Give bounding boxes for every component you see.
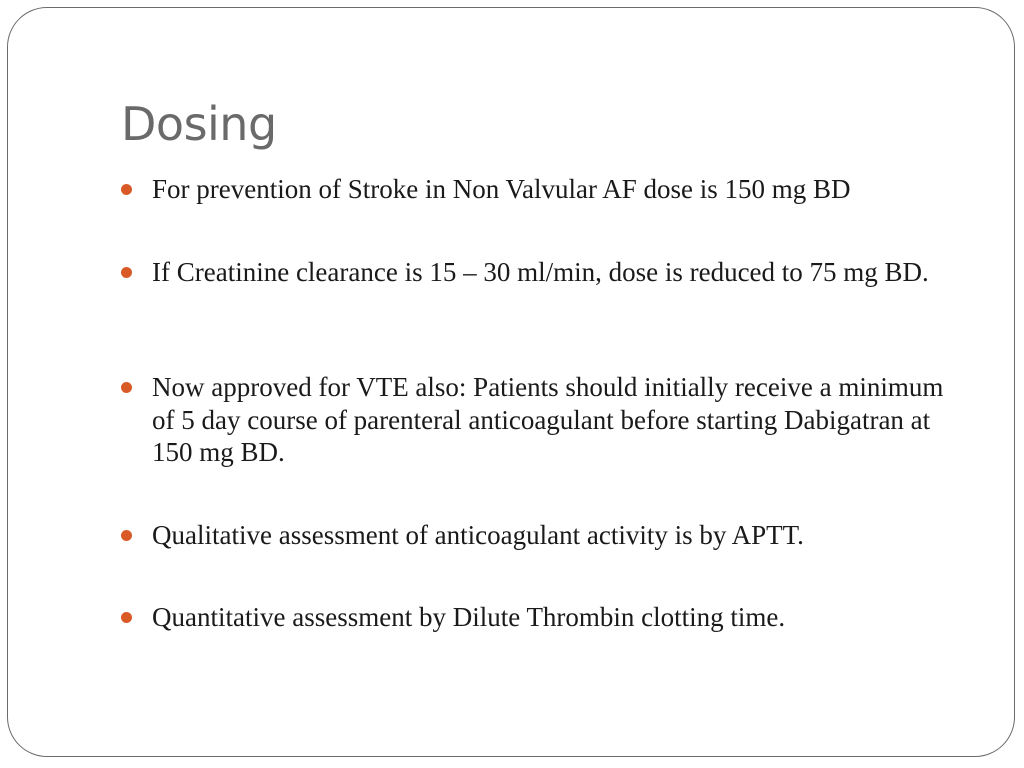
bullet-item [152,601,952,634]
bullet-dot-icon [121,530,132,541]
slide-frame [7,7,1015,757]
slide-title: Dosing [121,97,277,151]
bullet-text: Qualitative assessment of anticoagulant activity is by APTT. [152,520,804,550]
bullet-text: Quantitative assessment by Dilute Thrombin clotting time. [152,602,786,632]
bullet-dot-icon [121,267,132,278]
bullet-item [152,256,952,289]
bullet-item [152,371,952,469]
bullet-text: For prevention of Stroke in Non Valvular AF dose is 150 mg BD [152,174,851,204]
bullet-dot-icon [121,382,132,393]
bullet-text: Now approved for VTE also: Patients should initially receive a minimum of 5 day course of parenteral anticoagulant before starting Dabigatran at 150 mg BD. [152,372,944,467]
bullet-dot-icon [121,184,132,195]
bullet-item [152,173,952,206]
bullet-dot-icon [121,612,132,623]
bullet-item [152,519,952,552]
bullet-text: If Creatinine clearance is 15 – 30 ml/min, dose is reduced to 75 mg BD. [152,257,929,287]
